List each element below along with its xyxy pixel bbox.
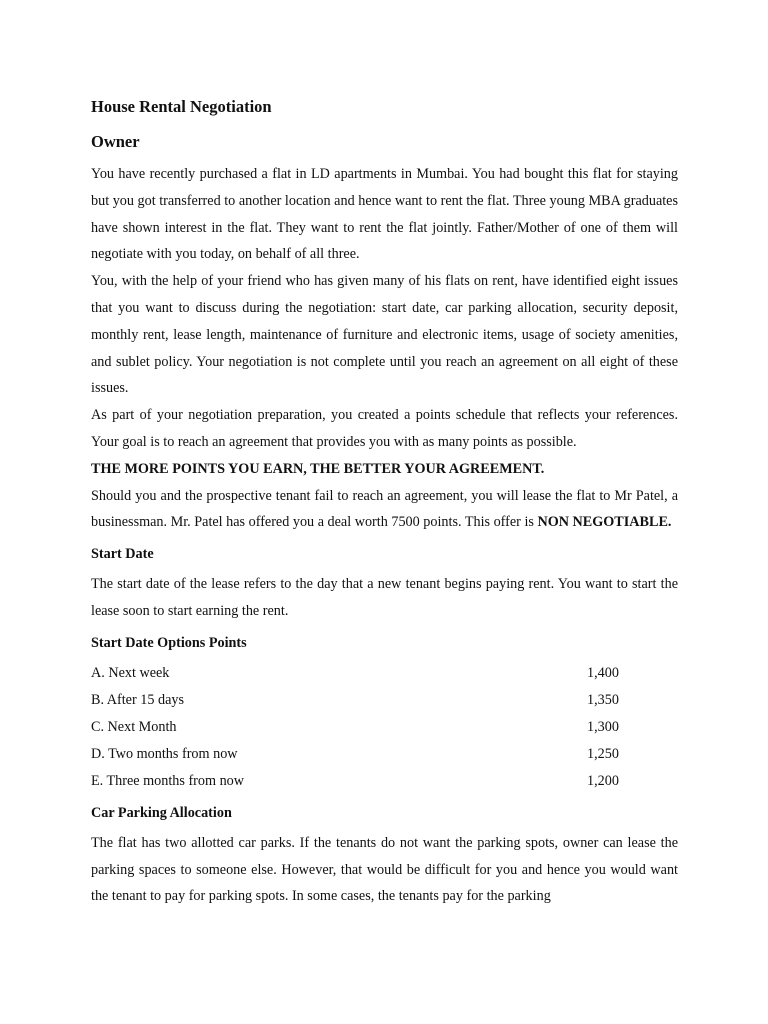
option-points: 1,400 xyxy=(587,664,619,681)
option-row xyxy=(91,768,678,795)
car-parking-heading: Car Parking Allocation xyxy=(91,804,232,821)
start-date-options-list xyxy=(91,660,678,795)
start-date-heading: Start Date xyxy=(91,546,154,563)
non-negotiable-text: NON NEGOTIABLE. xyxy=(537,514,672,531)
option-points: 1,200 xyxy=(587,772,619,789)
emphasis-statement: THE MORE POINTS YOU EARN, THE BETTER YOUR AGREEMENT. xyxy=(91,460,545,477)
option-row xyxy=(91,714,678,741)
option-label: B. After 15 days xyxy=(91,691,184,708)
option-points: 1,350 xyxy=(587,691,619,708)
option-row xyxy=(91,660,678,687)
start-date-options-heading: Start Date Options Points xyxy=(91,634,247,651)
option-label: A. Next week xyxy=(91,664,170,681)
car-parking-description: The flat has two allotted car parks. If the tenants do not want the parking spots, owner can lease the parking spaces to someone else. However, that would be difficult for you and hence you would want the tenant to pay for parking spots. In some cases, the tenants pay for the parking xyxy=(91,834,678,905)
start-date-description: The start date of the lease refers to the day that a new tenant begins paying rent. You want to start the lease soon to start earning the rent. xyxy=(91,576,678,619)
preparation-paragraph: As part of your negotiation preparation, you created a points schedule that reflects your references. Your goal is to reach an agreement that provides you with as many points as possible. xyxy=(91,407,678,450)
intro-paragraph: You have recently purchased a flat in LD apartments in Mumbai. You had bought this flat for staying but you got transferred to another location and hence want to rent the flat. Three young MBA graduates have shown interest in the flat. They want to rent the flat jointly. Father/Mother of one of them will negotiate with you today, on behalf of all three. xyxy=(91,166,678,263)
document-page xyxy=(91,96,678,910)
option-row xyxy=(91,741,678,768)
option-label: E. Three months from now xyxy=(91,772,245,789)
option-label: C. Next Month xyxy=(91,718,177,735)
alternative-offer-text: Should you and the prospective tenant fail to reach an agreement, you will lease the flat to Mr Patel, a businessman. Mr. Patel has offered you a deal worth 7500 points. This offer is xyxy=(91,487,678,531)
issues-paragraph: You, with the help of your friend who has given many of his flats on rent, have identified eight issues that you want to discuss during the negotiation: start date, car parking allocation, security deposit, monthly rent, lease length, maintenance of furniture and electronic items, usage of society amenities, and sublet policy. Your negotiation is not complete until you reach an agreement on all eight of these issues. xyxy=(91,273,678,397)
document-title: House Rental Negotiation xyxy=(91,97,272,116)
alternative-offer-paragraph xyxy=(91,483,678,537)
role-heading: Owner xyxy=(91,132,140,151)
option-label: D. Two months from now xyxy=(91,745,238,762)
option-points: 1,300 xyxy=(587,718,619,735)
option-points: 1,250 xyxy=(587,745,619,762)
option-row xyxy=(91,687,678,714)
